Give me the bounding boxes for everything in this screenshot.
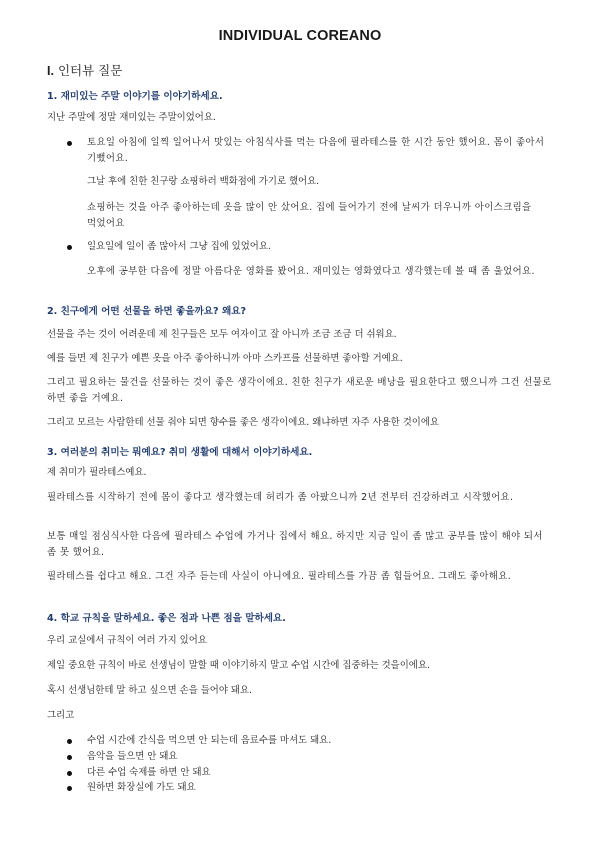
question-3: 3. 여러분의 취미는 뭐예요? 취미 생활에 대해서 이야기하세요. [47, 447, 313, 458]
question-1: 1. 재미있는 주말 이야기를 이야기하세요. [47, 91, 223, 102]
list-item: 원하면 화장실에 가도 돼요 [87, 782, 196, 793]
bullet-dot [67, 755, 72, 760]
q2-paragraph-3: 그리고 필요하는 물건을 선물하는 것이 좋은 생각이에요. 친한 친구가 새로운 배낭을 필요한다고 했으니까 그건 선물로 하면 좋을 거예요. [47, 377, 552, 404]
list-item: 음악을 들으면 안 돼요 [87, 751, 178, 762]
bullet-dot [67, 739, 72, 744]
q4-paragraph-4: 그리고 [47, 710, 75, 721]
list-item: 수업 시간에 간식을 먹으면 안 되는데 음료수를 마셔도 돼요. [87, 735, 332, 746]
bullet-dot [67, 141, 72, 146]
section-label: 인터뷰 질문 [57, 63, 123, 78]
q4-paragraph-2: 제일 중요한 규칙이 바로 선생님이 말할 때 이야기하지 말고 수업 시간에 집중하는 것을이에요. [47, 660, 430, 671]
section-heading [47, 61, 122, 79]
q1-intro: 지난 주말에 정말 재미있는 주말이었어요. [47, 112, 216, 123]
bullet-dot [67, 245, 72, 250]
list-item: 다른 수업 숙제를 하면 안 돼요 [87, 767, 211, 778]
q4-paragraph-3: 혹시 선생님한테 말 하고 싶으면 손을 들어야 돼요. [47, 685, 252, 696]
q2-paragraph-2: 예를 들면 제 친구가 예쁜 옷을 아주 좋아하니까 아마 스카프를 선물하면 좋아할 거예요. [47, 353, 403, 364]
question-4: 4. 학교 규칙을 말하세요. 좋은 점과 나쁜 점을 말하세요. [47, 613, 286, 624]
q1-bullet-1: 토요일 아침에 일찍 일어나서 맛있는 아침식사를 먹는 다음에 필라테스를 한 시간 동안 했어요. 몸이 좋아서 기뻤어요. [87, 137, 545, 164]
q1-sub-1: 그날 후에 친한 친구랑 쇼핑하러 백화점에 가기로 했어요. [87, 176, 320, 187]
q1-sub-2: 쇼핑하는 것을 아주 좋아하는데 옷을 많이 안 샀어요. 집에 들어가기 전에 날씨가 더우니까 아이스크림을 먹었어요 [87, 202, 532, 229]
q3-paragraph-1: 제 취미가 필라테스예요. [47, 467, 147, 478]
q1-sub-3: 오후에 공부한 다음에 정말 아름다운 영화를 봤어요. 재미있는 영화였다고 생각했는데 볼 때 좀 울었어요. [87, 266, 535, 277]
q4-paragraph-1: 우리 교실에서 규칙이 여러 가지 있어요 [47, 635, 207, 646]
q3-paragraph-3: 보통 매일 점심식사한 다음에 필라테스 수업에 가거나 집에서 해요. 하지만 지금 일이 좀 많고 공부를 많이 해야 되서 좀 못 했어요. [47, 531, 543, 558]
q3-paragraph-4: 필라테스를 쉽다고 해요. 그건 자주 듣는데 사실이 아니에요. 필라테스를 가끔 좀 힘들어요. 그래도 좋아해요. [47, 571, 512, 582]
bullet-dot [67, 786, 72, 791]
q2-paragraph-1: 선물을 주는 것이 어려운데 제 친구들은 모두 여자이고 잘 아니까 조금 조금 더 쉬워요. [47, 329, 397, 340]
q2-paragraph-4: 그리고 모르는 사람한테 선물 줘야 되면 향수를 좋은 생각이에요. 왜냐하면 자주 사용한 것이에요 [47, 417, 439, 428]
q1-bullet-2: 일요일에 일이 좀 많아서 그냥 집에 있었어요. [87, 241, 271, 252]
question-2: 2. 친구에게 어떤 선물을 하면 좋을까요? 왜요? [47, 306, 247, 317]
q3-paragraph-2: 필라테스를 시작하기 전에 몸이 좋다고 생각했는데 허리가 좀 아팠으니까 2년 전부터 건강하려고 시작했어요. [47, 492, 514, 503]
bullet-dot [67, 771, 72, 776]
section-number: I. [47, 64, 54, 78]
document-title: INDIVIDUAL COREANO [218, 28, 382, 44]
